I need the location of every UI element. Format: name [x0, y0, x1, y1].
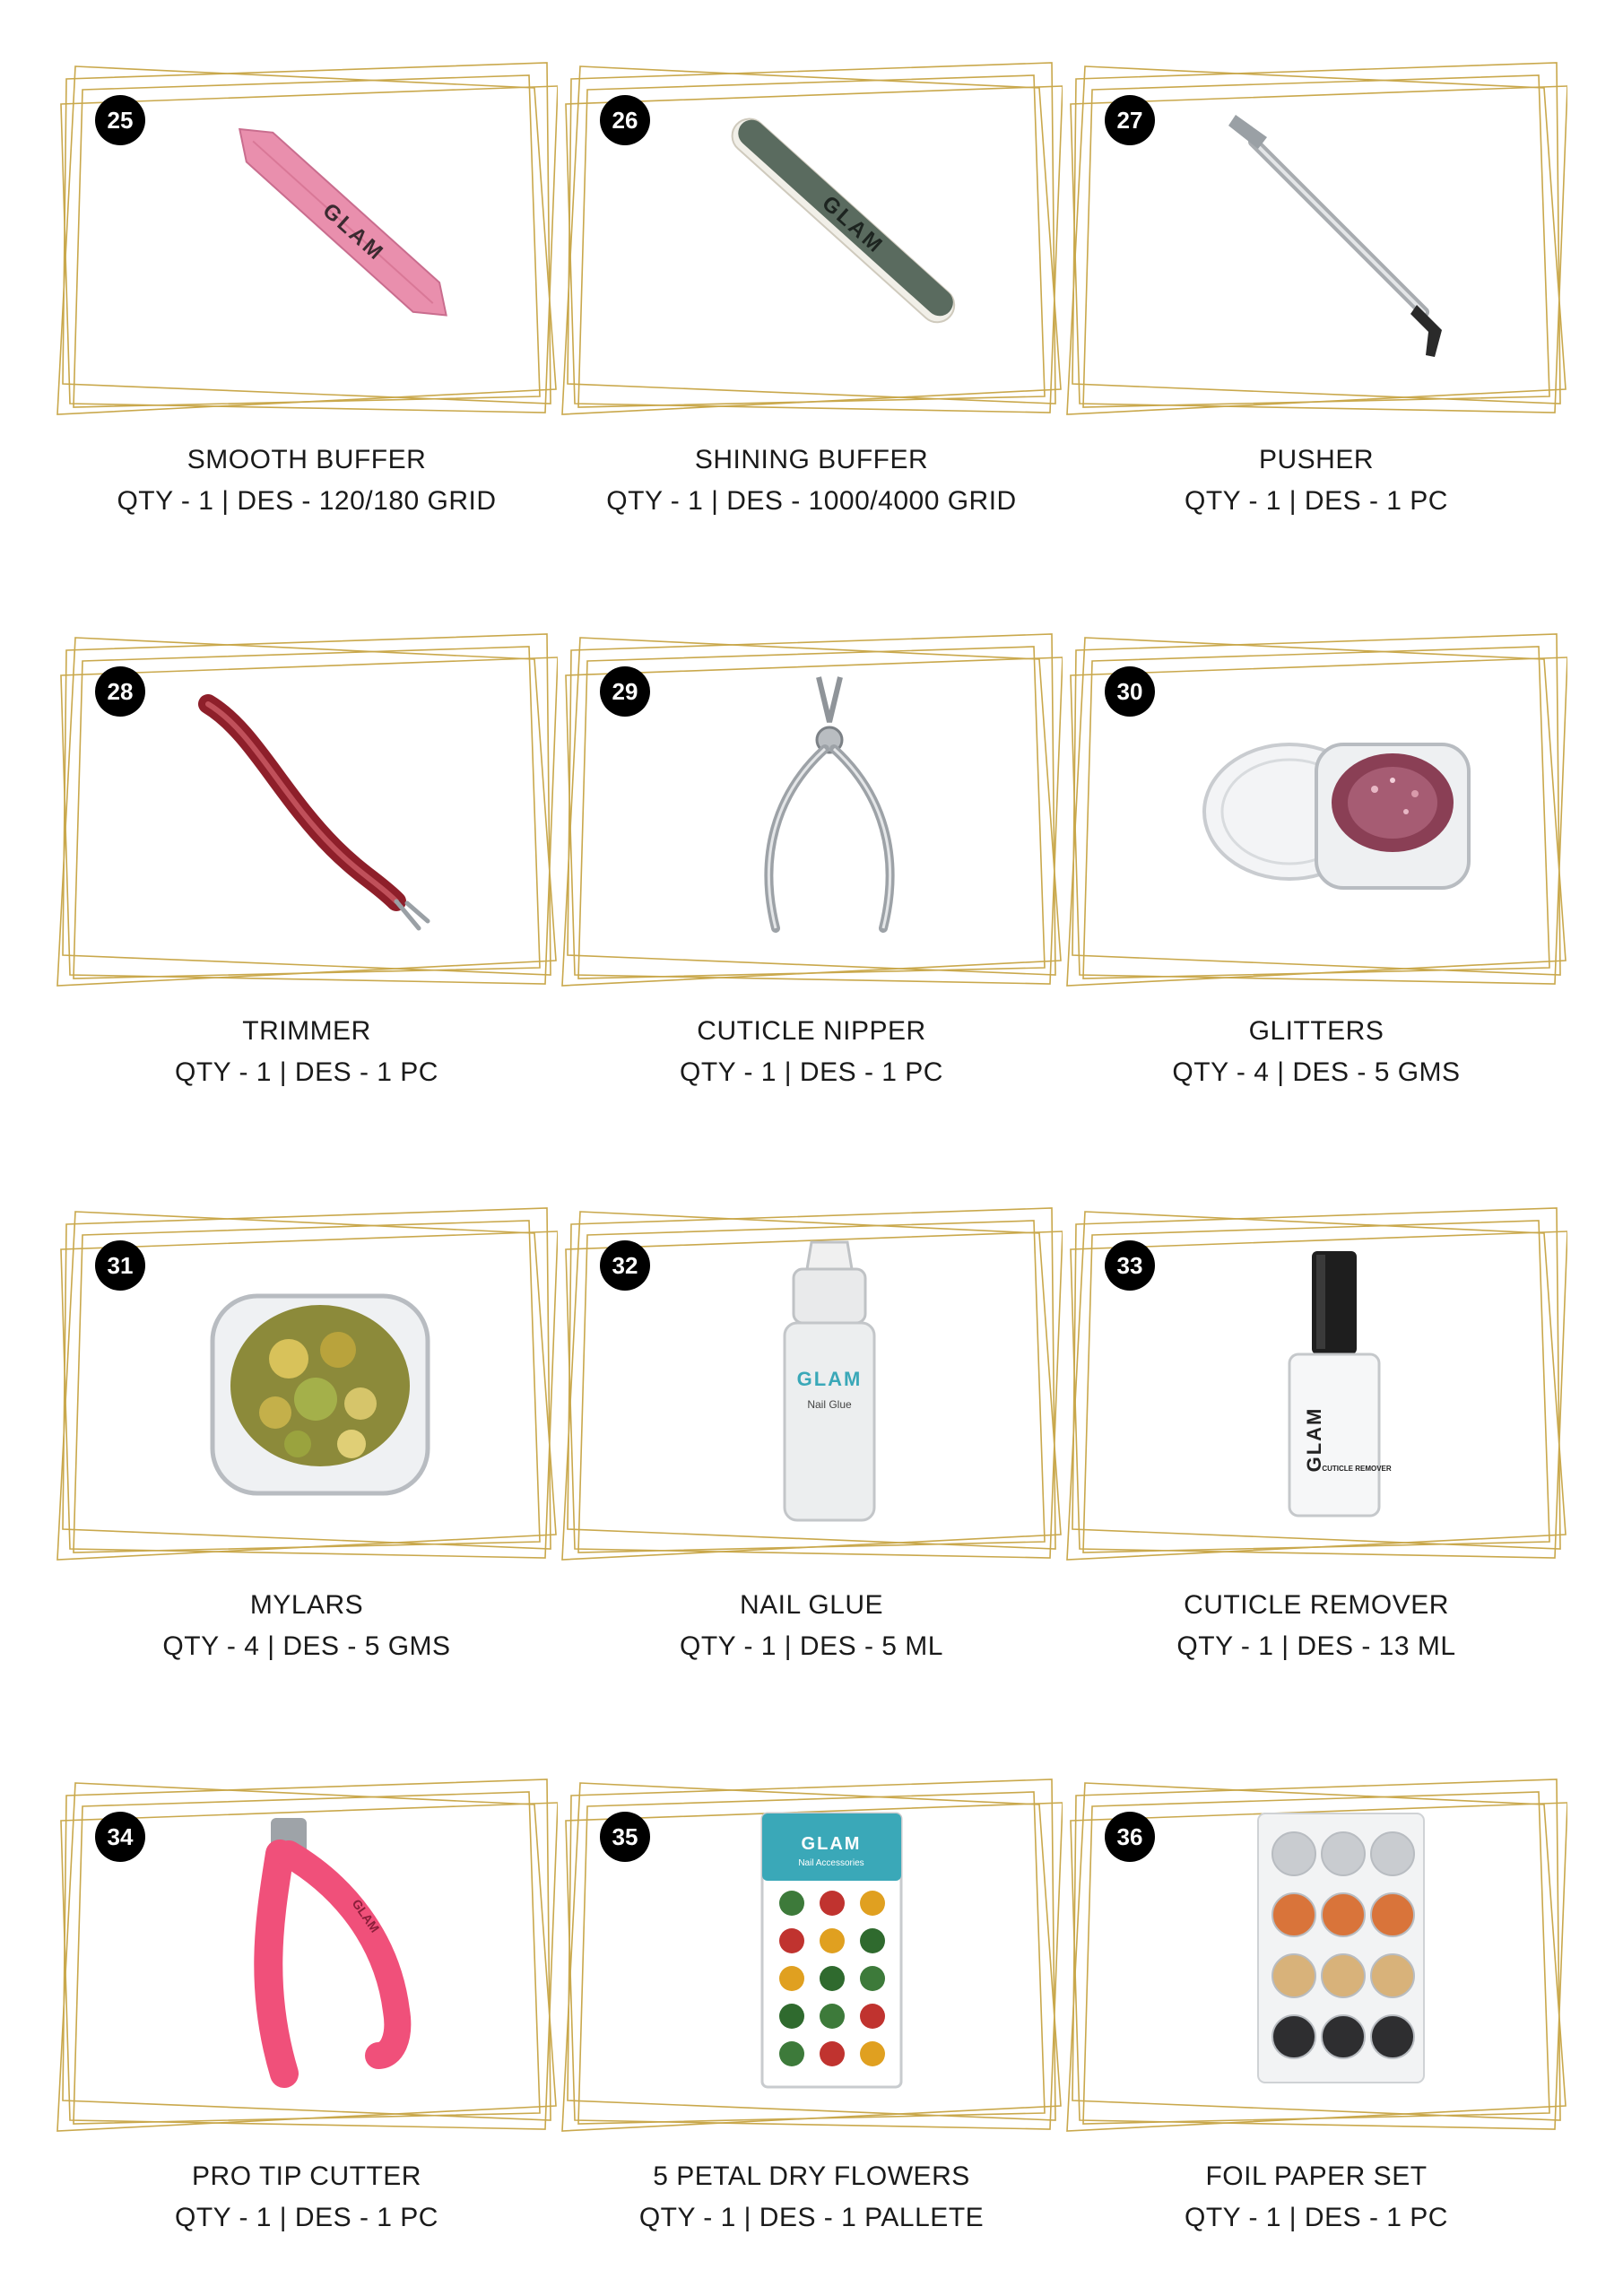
cuticle-remover-bottle-icon [1182, 1233, 1487, 1529]
mylar-jar-icon [172, 1233, 477, 1529]
item-title: GLITTERS [1248, 1016, 1384, 1046]
item-number-badge: 25 [95, 95, 145, 145]
item-number-badge: 26 [600, 95, 650, 145]
product-card [56, 1197, 558, 1718]
flower-cell [860, 1966, 885, 1991]
flower-cell [779, 1891, 804, 1916]
product-card [560, 1197, 1063, 1718]
glue-label-text: Nail Glue [807, 1398, 852, 1411]
foil-jar [1371, 1893, 1414, 1936]
item-number-badge: 34 [95, 1812, 145, 1862]
item-detail: QTY - 4 | DES - 5 GMS [1172, 1057, 1461, 1087]
item-title: PRO TIP CUTTER [192, 2161, 421, 2191]
foil-jar [1322, 2015, 1365, 2058]
item-title: 5 PETAL DRY FLOWERS [653, 2161, 970, 2191]
remover-brand-text: GLAM [1303, 1406, 1325, 1473]
flower-cell [820, 1891, 845, 1916]
product-card [56, 52, 558, 572]
flower-cell [820, 2004, 845, 2029]
glitter-jar-icon [1182, 659, 1487, 955]
foil-jar [1371, 2015, 1414, 2058]
item-number-badge: 28 [95, 666, 145, 717]
trimmer-icon [172, 659, 477, 955]
nail-glue-bottle-icon [677, 1233, 982, 1529]
item-title: PUSHER [1258, 445, 1375, 474]
foil-jar [1322, 1832, 1365, 1875]
flower-cell [820, 1966, 845, 1991]
item-number-badge: 33 [1105, 1240, 1155, 1291]
tip-cutter-icon [172, 1805, 477, 2100]
item-title: SMOOTH BUFFER [187, 445, 427, 474]
item-detail: QTY - 1 | DES - 13 ML [1176, 1631, 1456, 1661]
item-detail: QTY - 1 | DES - 1 PC [175, 2203, 438, 2232]
product-card [1065, 1769, 1567, 2289]
product-card [1065, 52, 1567, 572]
dry-flowers-pack-icon [677, 1805, 982, 2100]
product-card [1065, 1197, 1567, 1718]
foil-jar [1272, 2015, 1315, 2058]
item-title: CUTICLE NIPPER [697, 1016, 926, 1046]
product-card [560, 52, 1063, 572]
flowers-sub-text: Nail Accessories [798, 1858, 864, 1868]
flowers-brand-text: GLAM [801, 1834, 862, 1854]
item-detail: QTY - 1 | DES - 1 PC [680, 1057, 943, 1087]
foil-paper-set-icon [1182, 1805, 1487, 2100]
flower-cell [860, 2041, 885, 2066]
item-detail: QTY - 1 | DES - 120/180 GRID [117, 486, 497, 516]
item-number-badge: 36 [1105, 1812, 1155, 1862]
flower-cell [779, 2004, 804, 2029]
product-card [560, 623, 1063, 1144]
item-number-badge: 27 [1105, 95, 1155, 145]
flower-cell [860, 2004, 885, 2029]
cutter-brand-text: GLAM [349, 1896, 383, 1935]
item-title: NAIL GLUE [739, 1590, 884, 1620]
product-card [560, 1769, 1063, 2289]
flower-cell [860, 1928, 885, 1953]
flower-cell [779, 1928, 804, 1953]
item-title: CUTICLE REMOVER [1184, 1590, 1449, 1620]
smooth-buffer-icon [172, 88, 477, 384]
foil-jar [1272, 1893, 1315, 1936]
item-detail: QTY - 1 | DES - 1 PC [1185, 486, 1448, 516]
product-card [56, 1769, 558, 2289]
item-detail: QTY - 1 | DES - 5 ML [680, 1631, 943, 1661]
foil-jar [1322, 1893, 1365, 1936]
remover-label-text: CUTICLE REMOVER [1322, 1465, 1392, 1473]
item-title: FOIL PAPER SET [1205, 2161, 1428, 2191]
buffer-brand-text: GLAM [317, 198, 389, 266]
item-number-badge: 30 [1105, 666, 1155, 717]
foil-jar [1371, 1832, 1414, 1875]
flower-cell [860, 1891, 885, 1916]
flower-cell [779, 1966, 804, 1991]
item-number-badge: 29 [600, 666, 650, 717]
item-title: MYLARS [249, 1590, 364, 1620]
item-number-badge: 32 [600, 1240, 650, 1291]
item-title: TRIMMER [242, 1016, 371, 1046]
foil-jar [1322, 1954, 1365, 1997]
item-detail: QTY - 1 | DES - 1 PC [1185, 2203, 1448, 2232]
glue-brand-text: GLAM [796, 1368, 863, 1390]
pusher-icon [1182, 88, 1487, 384]
product-card [1065, 623, 1567, 1144]
item-detail: QTY - 1 | DES - 1 PALLETE [638, 2203, 985, 2232]
item-detail: QTY - 1 | DES - 1 PC [175, 1057, 438, 1087]
flower-cell [779, 2041, 804, 2066]
buffer-brand-text: GLAM [817, 191, 889, 259]
item-title: SHINING BUFFER [694, 445, 929, 474]
foil-jar [1272, 1954, 1315, 1997]
foil-jar [1272, 1832, 1315, 1875]
cuticle-nipper-icon [677, 659, 982, 955]
flower-cell [820, 2041, 845, 2066]
product-card [56, 623, 558, 1144]
flower-cell [820, 1928, 845, 1953]
foil-jar [1371, 1954, 1414, 1997]
item-detail: QTY - 4 | DES - 5 GMS [162, 1631, 451, 1661]
shining-buffer-icon [677, 88, 982, 384]
item-number-badge: 35 [600, 1812, 650, 1862]
item-detail: QTY - 1 | DES - 1000/4000 GRID [606, 486, 1017, 516]
item-number-badge: 31 [95, 1240, 145, 1291]
